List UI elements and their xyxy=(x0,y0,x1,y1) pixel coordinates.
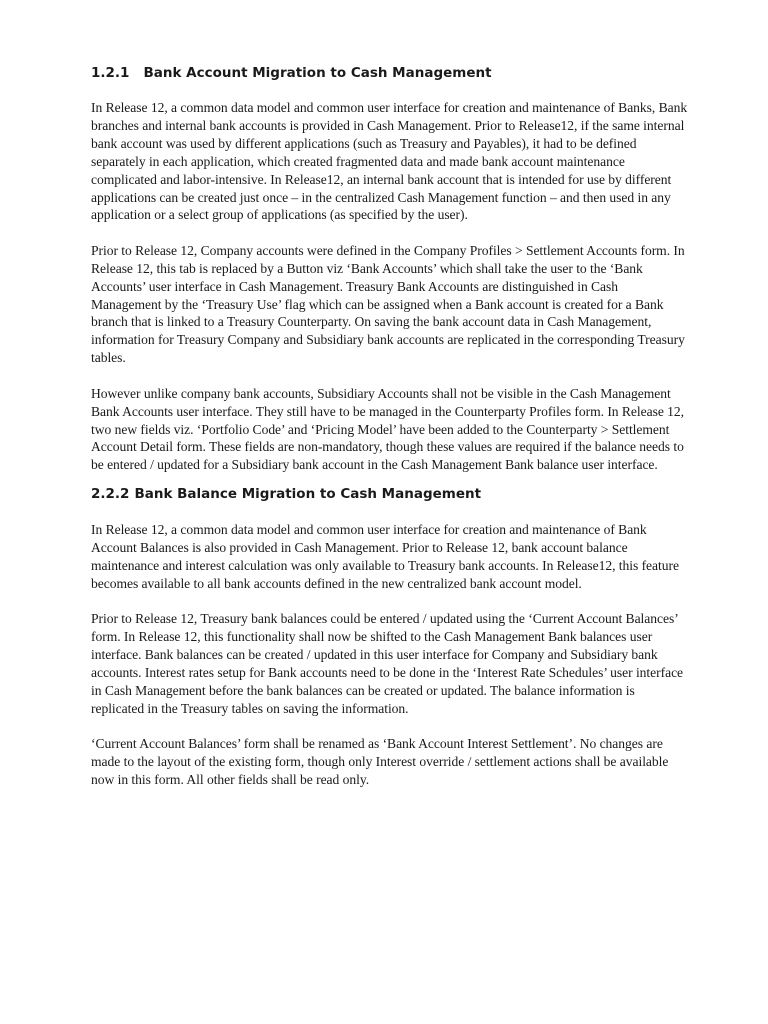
section-heading-bank-balance-migration xyxy=(91,485,688,503)
body-paragraph: Prior to Release 12, Company accounts were defined in the Company Profiles > Settlement Accounts form. In Release 12, this tab is replaced by a Button viz ‘Bank Accounts’ which shall take the user to the ‘Bank Accounts’ user interface in Cash Management. Treasury Bank Accounts are distinguished in Cash Management by the ‘Treasury Use’ flag which can be assigned when a Bank account is created for a Bank branch that is linked to a Treasury Counterparty. On saving the bank account data in Cash Management, information for Treasury Company and Subsidiary bank accounts are replicated in the corresponding Treasury tables. xyxy=(91,242,685,366)
body-paragraph: However unlike company bank accounts, Subsidiary Accounts shall not be visible in the Cash Management Bank Accounts user interface. They still have to be managed in the Counterparty Profiles form. In Release 12, two new fields viz. ‘Portfolio Code’ and ‘Pricing Model’ have been added to the Counterparty > Settlement Account Detail form. These fields are non-mandatory, though these values are required if the balance needs to be entered / updated for a Subsidiary bank account in the Cash Management Bank balance user interface. xyxy=(91,385,685,473)
section-number: 1.2.1 xyxy=(91,65,130,81)
body-paragraph: In Release 12, a common data model and common user interface for creation and maintenance of Bank Account Balances is also provided in Cash Management. Prior to Release 12, bank account balance maintenance and interest calculation was only available to Treasury bank accounts. In Release12, this feature becomes available to all bank accounts defined in the new centralized bank account model. xyxy=(91,522,679,591)
body-paragraph: Prior to Release 12, Treasury bank balances could be entered / updated using the ‘Current Account Balances’ form. In Release 12, this functionality shall now be shifted to the Cash Management Bank balances user interface. Bank balances can be created / updated in this user interface for Company and Subsidiary bank accounts. Interest rates setup for Bank accounts need to be done in the ‘Interest Rate Schedules’ user interface in Cash Management before the bank balances can be created or updated. The balance information is replicated in the Treasury tables on saving the information. xyxy=(91,611,684,716)
section-title: Bank Account Migration to Cash Management xyxy=(143,65,492,81)
section-heading-bank-account-migration xyxy=(91,64,688,82)
body-paragraph: In Release 12, a common data model and common user interface for creation and maintenance of Banks, Bank branches and internal bank accounts is provided in Cash Management. Prior to Release12, if the same internal bank account was used by different applications (such as Treasury and Payables), it had to be defined separately in each application, which created fragmented data and made bank account maintenance complicated and labor-intensive. In Release12, an internal bank account that is intended for use by different applications can be created just once – in the centralized Cash Management function – and then used in any application or a select group of applications (as specified by the user). xyxy=(91,100,688,223)
body-paragraph: ‘Current Account Balances’ form shall be renamed as ‘Bank Account Interest Settlement’. No changes are made to the layout of the existing form, though only Interest override / settlement actions shall be available now in this form. All other fields shall be read only. xyxy=(91,736,669,788)
section-number: 2.2.2 xyxy=(91,486,130,503)
section-title: Bank Balance Migration to Cash Management xyxy=(134,486,482,503)
